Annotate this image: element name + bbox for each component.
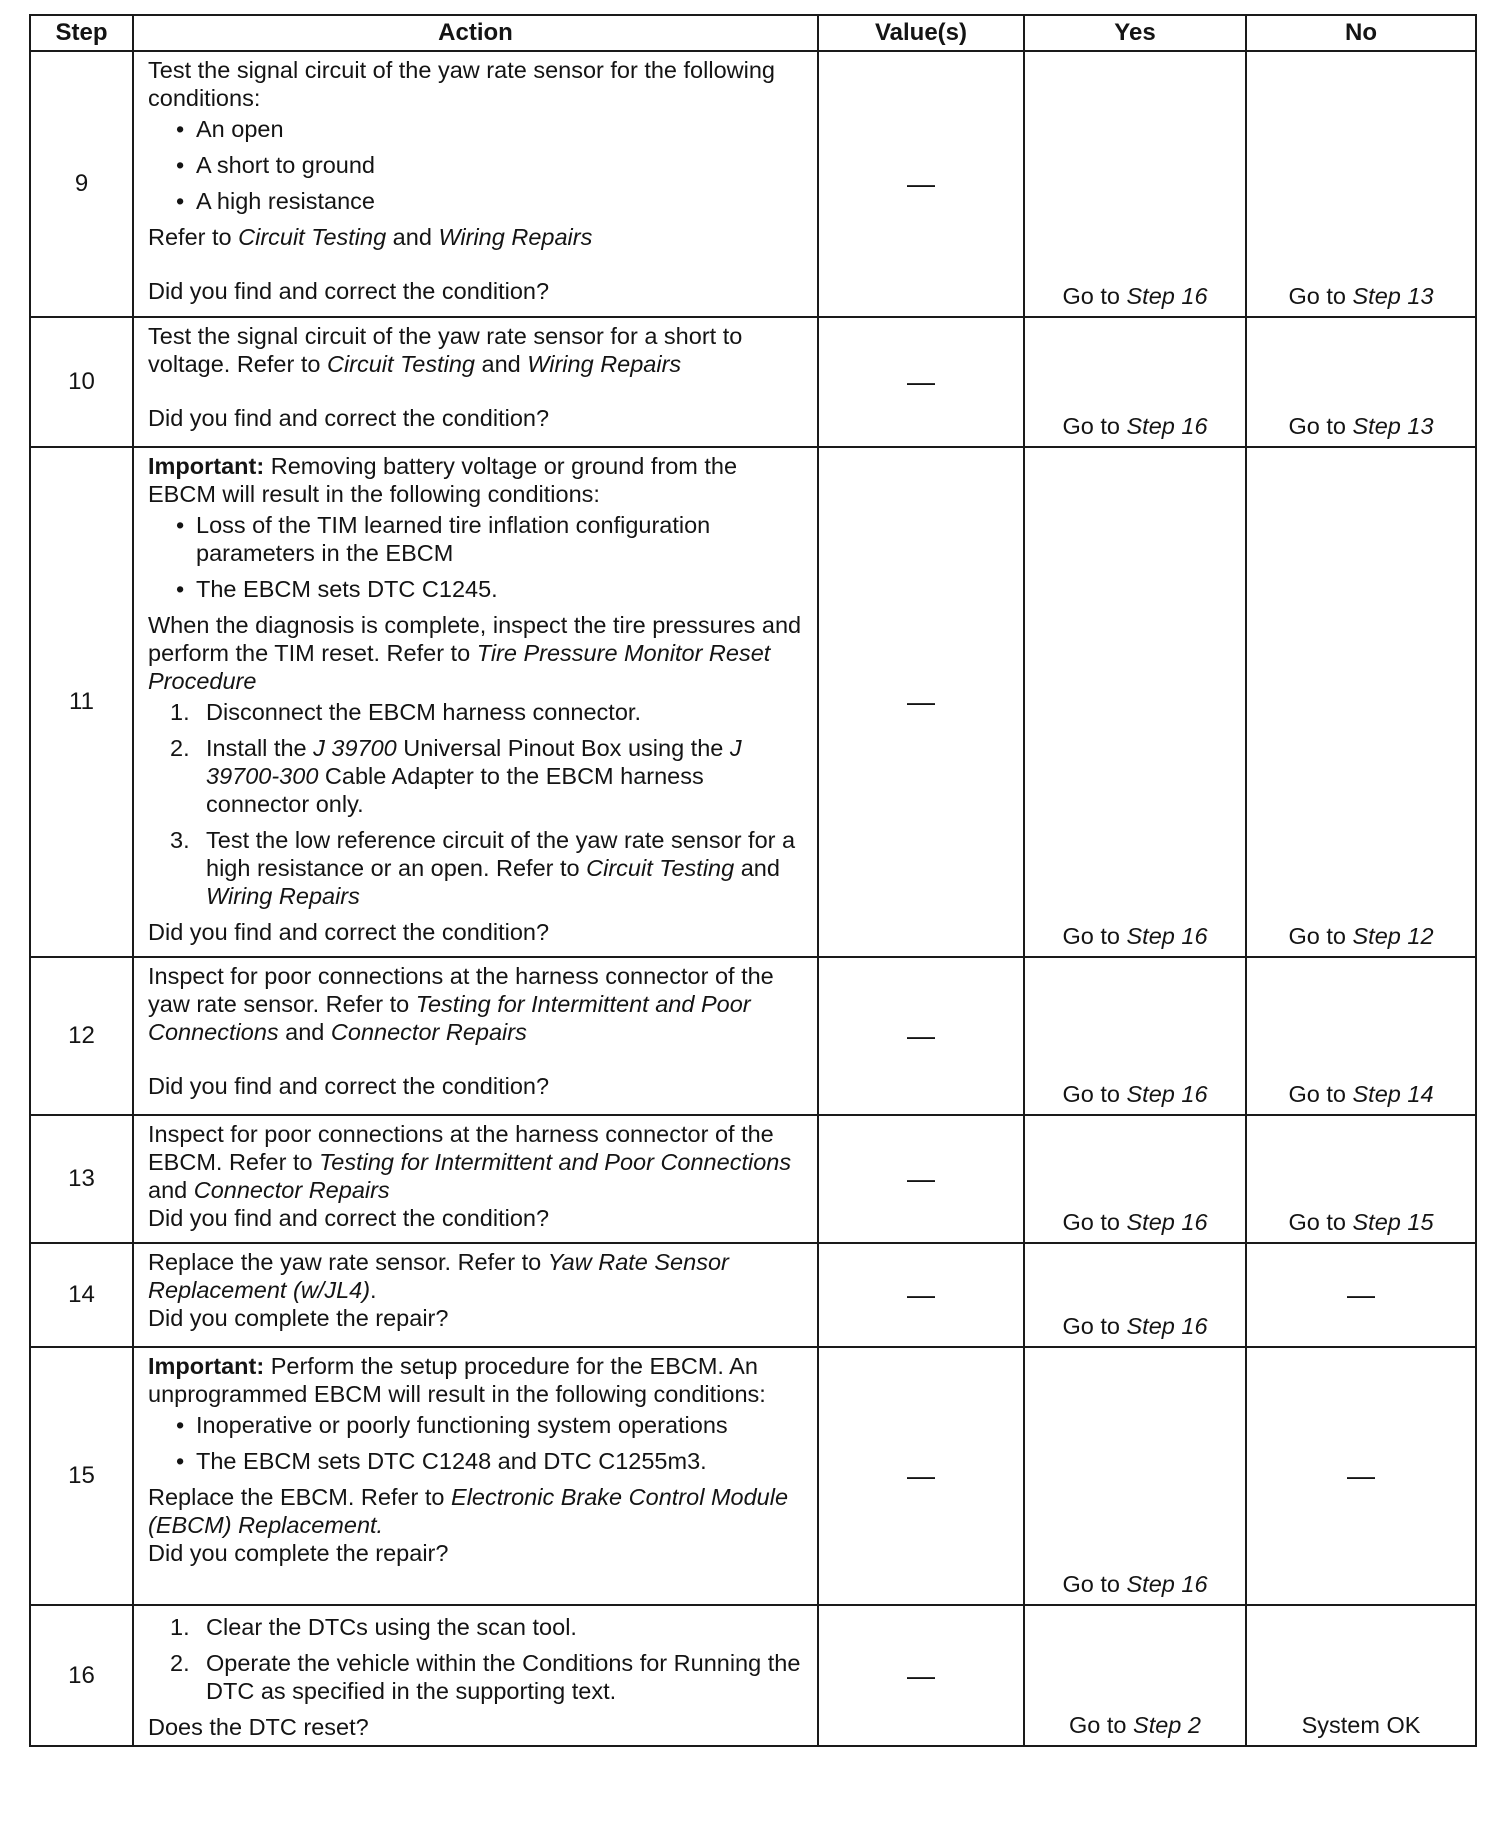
reference-link[interactable]: Circuit Testing: [326, 351, 475, 377]
diagnostic-table: [29, 14, 1477, 1747]
action-cell: [133, 1243, 818, 1347]
reference-link[interactable]: Connector Repairs: [330, 1019, 527, 1045]
question-text: Did you find and correct the condition?: [148, 1205, 550, 1231]
table-header: [30, 15, 1476, 51]
step-number: 12: [30, 957, 133, 1115]
no-cell: Go to Step 13: [1246, 51, 1476, 317]
step-link[interactable]: Step 16: [1126, 923, 1208, 949]
step-link[interactable]: Step 16: [1126, 1313, 1208, 1339]
value-cell: —: [818, 1347, 1024, 1605]
step-link[interactable]: Step 14: [1352, 1081, 1434, 1107]
yes-cell: Go to Step 16: [1024, 51, 1246, 317]
step-link[interactable]: Step 16: [1126, 1081, 1208, 1107]
action-text: Test the signal circuit of the yaw rate sensor for a short to voltage. Refer to Circuit Testing and Wiring Repairs: [148, 323, 743, 377]
action-cell: [133, 447, 818, 957]
yes-cell: Go to Step 16: [1024, 1347, 1246, 1605]
table-row: [30, 447, 1476, 957]
condition-list: [148, 1411, 805, 1475]
step-link[interactable]: Step 12: [1352, 923, 1434, 949]
value-cell: —: [818, 317, 1024, 447]
table-row: [30, 1115, 1476, 1243]
question-text: Did you complete the repair?: [148, 1305, 449, 1331]
action-text: Replace the yaw rate sensor. Refer to Yaw Rate Sensor Replacement (w/JL4).: [148, 1249, 729, 1303]
header-step: Step: [30, 15, 133, 51]
tool-ref: J 39700: [313, 735, 397, 761]
yes-cell: Go to Step 16: [1024, 1115, 1246, 1243]
step-number: 16: [30, 1605, 133, 1746]
reference-link[interactable]: Testing for Intermittent and Poor Connections: [319, 1149, 792, 1175]
action-cell: [133, 1605, 818, 1746]
action-cell: [133, 51, 818, 317]
no-cell: Go to Step 13: [1246, 317, 1476, 447]
important-note: Important: Perform the setup procedure for the EBCM. An unprogrammed EBCM will result in the following conditions:: [148, 1353, 766, 1407]
step-link[interactable]: Step 15: [1352, 1209, 1434, 1235]
table-row: [30, 957, 1476, 1115]
step-link[interactable]: Step 16: [1126, 283, 1208, 309]
list-item: 2. Install the J 39700 Universal Pinout Box using the J 39700-300 Cable Adapter to the EBCM harness connector only.: [170, 735, 742, 817]
question-text: Did you find and correct the condition?: [148, 278, 550, 304]
step-number: 9: [30, 51, 133, 317]
yes-cell: Go to Step 16: [1024, 957, 1246, 1115]
action-text: Inspect for poor connections at the harness connector of the EBCM. Refer to Testing for Intermittent and Poor Connections and Connector Repairs: [148, 1121, 792, 1203]
step-number: 15: [30, 1347, 133, 1605]
question-text: Did you find and correct the condition?: [148, 919, 550, 945]
condition-list: [148, 115, 805, 215]
step-number: 14: [30, 1243, 133, 1347]
step-link[interactable]: Step 16: [1126, 1571, 1208, 1597]
reference-link[interactable]: Testing for Intermittent and Poor Connections: [148, 991, 751, 1045]
no-cell: System OK: [1246, 1605, 1476, 1746]
list-item: • Loss of the TIM learned tire inflation configuration parameters in the EBCM: [174, 511, 805, 567]
table-row: [30, 1243, 1476, 1347]
action-cell: [133, 317, 818, 447]
yes-cell: Go to Step 2: [1024, 1605, 1246, 1746]
list-item: • The EBCM sets DTC C1248 and DTC C1255m3.: [174, 1447, 805, 1475]
header-action: Action: [133, 15, 818, 51]
list-item: • A high resistance: [174, 187, 805, 215]
question-text: Did you complete the repair?: [148, 1540, 449, 1566]
action-cell: [133, 1115, 818, 1243]
procedure-list: [148, 1613, 805, 1705]
header-row: [30, 15, 1476, 51]
procedure-list: [148, 698, 805, 910]
value-cell: —: [818, 51, 1024, 317]
step-number: 13: [30, 1115, 133, 1243]
reference-link[interactable]: Wiring Repairs: [206, 883, 360, 909]
reference-link[interactable]: Circuit Testing: [586, 855, 735, 881]
reference-text: Refer to Circuit Testing and Wiring Repairs: [148, 224, 593, 250]
step-number: 10: [30, 317, 133, 447]
header-yes: Yes: [1024, 15, 1246, 51]
action-text: Test the signal circuit of the yaw rate sensor for the following conditions:: [148, 57, 775, 111]
header-values: Value(s): [818, 15, 1024, 51]
value-cell: —: [818, 447, 1024, 957]
value-cell: —: [818, 957, 1024, 1115]
reference-link[interactable]: Yaw Rate Sensor Replacement (w/JL4): [148, 1249, 729, 1303]
list-item: • A short to ground: [174, 151, 805, 179]
action-text: Inspect for poor connections at the harness connector of the yaw rate sensor. Refer to Testing for Intermittent and Poor Connections and Connector Repairs: [148, 963, 774, 1045]
table-row: [30, 1605, 1476, 1746]
important-note: Important: Removing battery voltage or ground from the EBCM will result in the following conditions:: [148, 453, 738, 507]
reference-link[interactable]: Circuit Testing: [238, 224, 387, 250]
list-item: 2. Operate the vehicle within the Conditions for Running the DTC as specified in the supporting text.: [170, 1650, 801, 1704]
action-text: Replace the EBCM. Refer to Electronic Brake Control Module (EBCM) Replacement.: [148, 1484, 789, 1538]
important-label: Important:: [148, 1353, 265, 1379]
no-cell: Go to Step 12: [1246, 447, 1476, 957]
step-link[interactable]: Step 16: [1126, 413, 1208, 439]
value-cell: —: [818, 1605, 1024, 1746]
table-row: [30, 317, 1476, 447]
value-cell: —: [818, 1243, 1024, 1347]
question-text: Does the DTC reset?: [148, 1714, 369, 1740]
step-link[interactable]: Step 13: [1352, 413, 1434, 439]
reference-link[interactable]: Wiring Repairs: [438, 224, 593, 250]
step-link[interactable]: Step 13: [1352, 283, 1434, 309]
list-item: • Inoperative or poorly functioning system operations: [174, 1411, 805, 1439]
step-link[interactable]: Step 2: [1133, 1712, 1201, 1738]
list-item: 1. Clear the DTCs using the scan tool.: [170, 1614, 577, 1640]
question-text: Did you find and correct the condition?: [148, 405, 550, 431]
reference-link[interactable]: Connector Repairs: [193, 1177, 390, 1203]
question-text: Did you find and correct the condition?: [148, 1073, 550, 1099]
action-cell: [133, 1347, 818, 1605]
yes-cell: Go to Step 16: [1024, 447, 1246, 957]
no-cell: Go to Step 14: [1246, 957, 1476, 1115]
table-row: [30, 1347, 1476, 1605]
reference-link[interactable]: Wiring Repairs: [527, 351, 682, 377]
table-row: [30, 51, 1476, 317]
list-item: • An open: [174, 115, 805, 143]
no-cell: Go to Step 15: [1246, 1115, 1476, 1243]
list-item: 3. Test the low reference circuit of the yaw rate sensor for a high resistance or an open. Refer to Circuit Testing and Wiring Repairs: [170, 827, 796, 909]
reference-link[interactable]: Electronic Brake Control Module (EBCM) Replacement.: [148, 1484, 789, 1538]
reference-link[interactable]: Tire Pressure Monitor Reset Procedure: [148, 640, 771, 694]
step-number: 11: [30, 447, 133, 957]
important-label: Important:: [148, 453, 265, 479]
tool-ref: J 39700-300: [206, 735, 742, 789]
yes-cell: Go to Step 16: [1024, 1243, 1246, 1347]
list-item: 1. Disconnect the EBCM harness connector.: [170, 699, 641, 725]
step-link[interactable]: Step 16: [1126, 1209, 1208, 1235]
action-text: When the diagnosis is complete, inspect the tire pressures and perform the TIM reset. Refer to Tire Pressure Monitor Reset Procedure: [148, 612, 802, 694]
yes-cell: Go to Step 16: [1024, 317, 1246, 447]
no-cell: —: [1246, 1243, 1476, 1347]
action-cell: [133, 957, 818, 1115]
list-item: • The EBCM sets DTC C1245.: [174, 575, 805, 603]
header-no: No: [1246, 15, 1476, 51]
no-cell: —: [1246, 1347, 1476, 1605]
condition-list: [148, 511, 805, 603]
value-cell: —: [818, 1115, 1024, 1243]
